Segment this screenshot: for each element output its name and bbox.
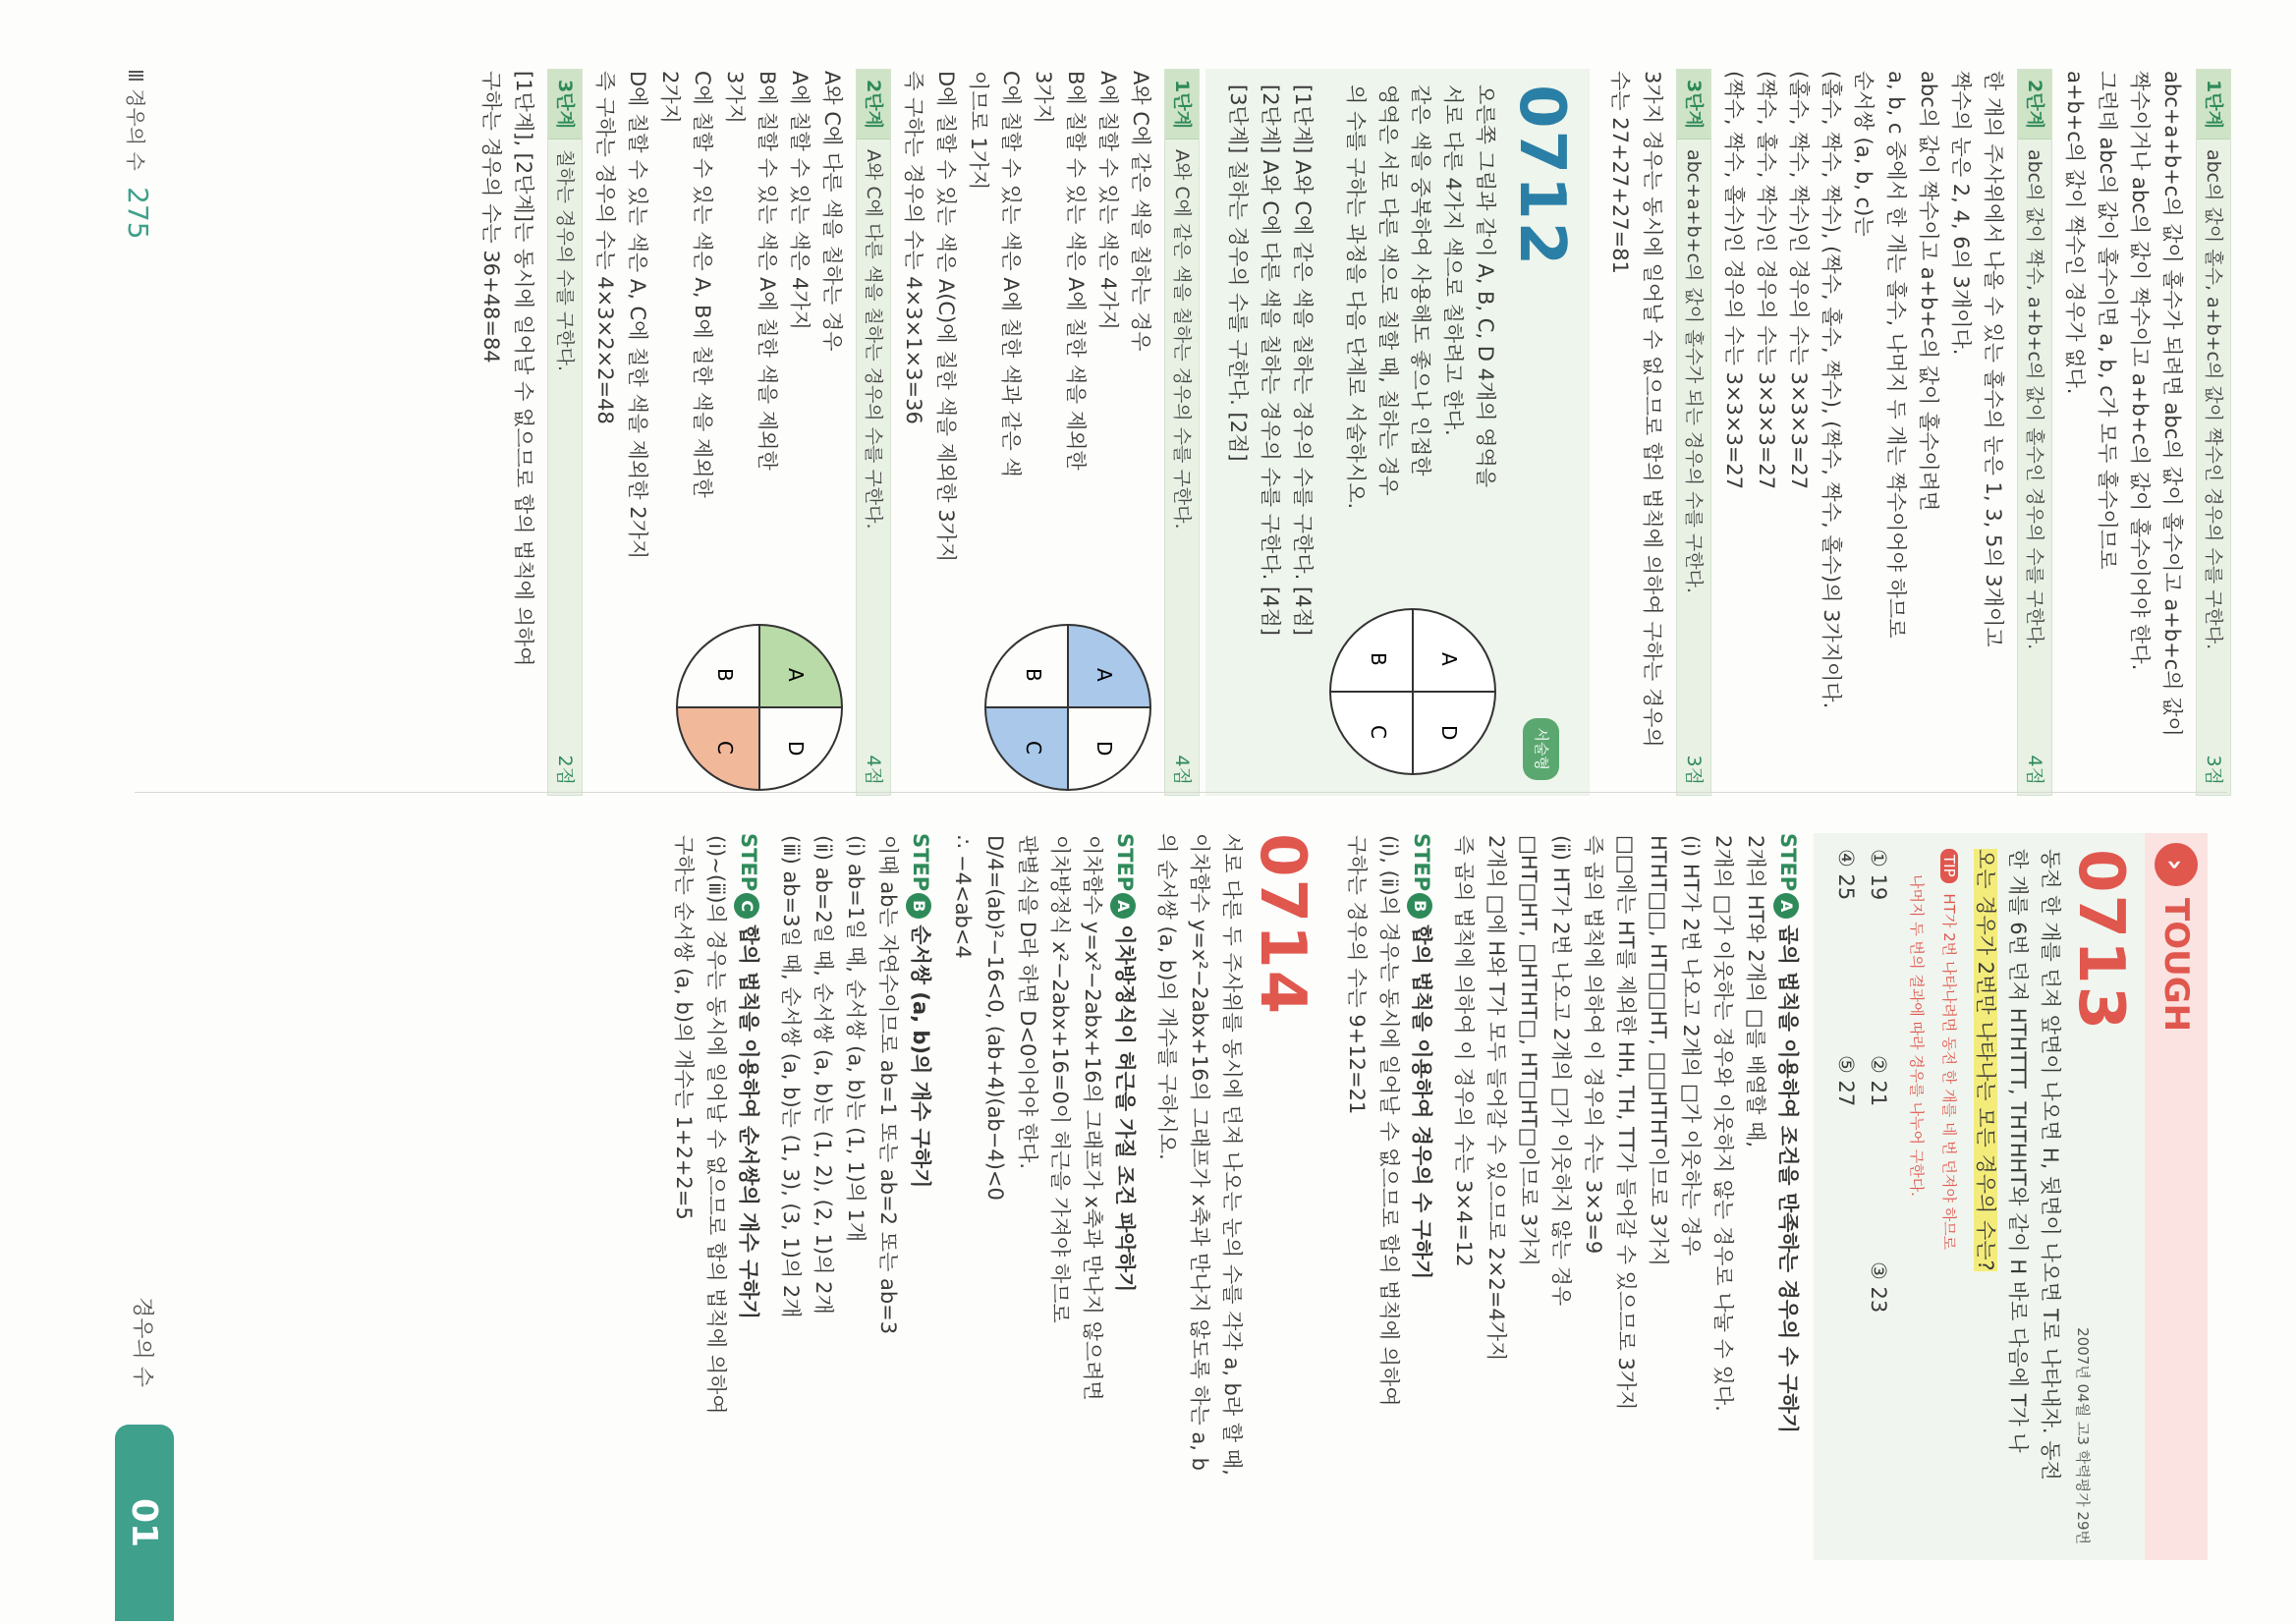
step-bar: [856, 69, 891, 796]
text-line: 한 개의 주사위에서 나올 수 있는 홀수의 눈은 1, 3, 5의 3개이고: [1982, 71, 2005, 647]
diff-color-diagram: [671, 619, 848, 796]
text-line: 같은 색을 중복하여 사용해도 좋으나 인접한: [1409, 84, 1432, 476]
tip-line: HT가 2번 나타나려면 동전 한 개를 네 번 던져야 하므로: [1940, 893, 1958, 1251]
text-line: A와 C에 다른 색을 칠하는 경우: [820, 71, 844, 352]
step-bar: [1676, 69, 1711, 796]
text-line: 2가지: [658, 71, 682, 124]
text-line: [2단계] A와 C에 다른 색을 칠하는 경우의 수를 구한다. [4점]: [1259, 84, 1282, 636]
chevron-right-icon: ›: [2155, 843, 2198, 886]
text-line: (홀수, 짝수, 짝수)인 경우의 수는 3×3×3=27: [1787, 71, 1811, 490]
chapter-label: 경우의 수: [130, 1297, 154, 1388]
page-number: 275: [122, 187, 154, 240]
text-line: 구하는 경우의 수는 9+12=21: [1345, 835, 1369, 1115]
text-line: 서로 다른 두 주사위를 동시에 던져 나오는 눈의 수를 각각 a, b라 할 때,: [1220, 833, 1244, 1476]
step-tag: 3단계: [548, 70, 582, 140]
text-line: 영역은 서로 다른 색으로 칠할 때, 칠하는 경우: [1376, 84, 1400, 496]
text-line: B에 칠할 수 있는 색은 A에 칠한 색을 제외한: [756, 71, 779, 471]
step-letter: A: [1110, 893, 1136, 919]
text-line: a, b, c 중에서 한 개는 홀수, 나머지 두 개는 짝수이어야 하므로: [1884, 71, 1908, 639]
text-line: [1단계] A와 C에 같은 색을 칠하는 경우의 수를 구한다. [4점]: [1291, 84, 1315, 636]
text-line: 구하는 경우의 수는 36+48=84: [479, 71, 503, 364]
text-line: 이차함수 y=x²−2abx+16의 그래프가 x축과 만나지 않으려면: [1081, 835, 1104, 1401]
text-line: 구하는 순서쌍 (a, b)의 개수는 1+2+2=5: [672, 835, 696, 1220]
step-text: 칠하는 경우의 수를 구한다.: [554, 148, 577, 371]
solution-block: [2058, 69, 2188, 796]
tip-line: 나머지 두 번의 결과에 따라 경우를 나누어 구한다.: [1908, 874, 1926, 1197]
problem-number: 0713: [2064, 849, 2137, 1033]
region-label-d: D: [1092, 741, 1116, 756]
tip-box: [1900, 849, 1965, 1544]
problem-text: [1324, 84, 1501, 576]
step-text: abc+a+b+c의 값이 홀수가 되는 경우의 수를 구한다.: [1683, 148, 1706, 593]
step-points: 3점: [1683, 755, 1706, 785]
answer-choices: [1829, 849, 1894, 1478]
text-line: [3단계] 칠하는 경우의 수를 구한다. [2점]: [1226, 84, 1250, 462]
step-heading: STEPA곱의 법칙을 이용하여 조건을 만족하는 경우의 수 구하기: [1771, 833, 1804, 1560]
left-column: [475, 69, 2237, 796]
text-line: 3가지: [723, 71, 747, 124]
tip-mark: TIP: [1940, 849, 1958, 883]
text-line: B에 칠할 수 있는 색은 A에 칠한 색을 제외한: [1064, 71, 1088, 471]
step-points: 3점: [2203, 755, 2225, 785]
circle-diagram-ac-diff: [671, 619, 848, 796]
text-line: 2개의 □에 H와 T가 모두 들어갈 수 있으므로 2×2=4가지: [1484, 835, 1508, 1362]
text-line: A에 칠할 수 있는 색은 4가지: [788, 71, 812, 330]
text-line: 즉 곱의 법칙에 의하여 이 경우의 수는 3×3=9: [1582, 835, 1605, 1255]
section-label: Ⅲ 경우의 수: [124, 69, 147, 171]
solution-block: [475, 69, 539, 796]
region-label-c: C: [1022, 741, 1045, 755]
text-line: abc의 값이 짝수이고 a+b+c의 값이 홀수이려면: [1917, 71, 1940, 512]
step-tag: 1단계: [2197, 70, 2230, 140]
text-line: (홀수, 짝수, 짝수), (짝수, 홀수, 짝수), (짝수, 짝수, 홀수)의 3가지이다.: [1820, 71, 1843, 709]
choice: ① 19: [1867, 849, 1890, 901]
step-text: abc의 값이 홀수, a+b+c의 값이 짝수인 경우의 수를 구한다.: [2203, 148, 2225, 650]
column-divider: [135, 792, 2227, 793]
step-title: 이차방정식이 허근을 가질 조건 파악하기: [1113, 924, 1137, 1293]
step-title: 합의 법칙을 이용하여 경우의 수 구하기: [1410, 924, 1433, 1280]
text-line: 짝수의 눈은 2, 4, 6의 3개이다.: [1949, 71, 1973, 356]
step-tag: 1단계: [1165, 70, 1199, 140]
step-title: 곱의 법칙을 이용하여 조건을 만족하는 경우의 수 구하기: [1776, 924, 1800, 1433]
text-line: 이므로 1가지: [967, 71, 990, 191]
text-line: C에 칠할 수 있는 색은 A, B에 칠한 색을 제외한: [691, 71, 714, 498]
text-line: C에 칠할 수 있는 색은 A에 칠한 색과 같은 색: [999, 71, 1023, 477]
chapter-tab: 01: [115, 1425, 174, 1621]
highlighted-question: 오는 경우가 2번만 나타나는 모든 경우의 수는?: [1974, 849, 1997, 1271]
region-diagram: [1324, 603, 1501, 780]
text-line: 한 개를 6번 던져 HTHTTT, THTHHT와 같이 H 바로 다음에 T가 나: [2006, 849, 2030, 1453]
text-line: 그런데 abc의 값이 홀수이면 a, b, c가 모두 홀수이므로: [2096, 71, 2119, 570]
text-line: 이차함수 y=x²−2abx+16의 그래프가 x축과 만나지 않도록 하는 a, b: [1188, 833, 1211, 1471]
circle-diagram-blank: [1324, 603, 1501, 780]
region-label-a: A: [1092, 668, 1116, 682]
essay-badge: 서술형: [1524, 718, 1560, 780]
region-label-b: B: [713, 668, 737, 682]
step-heading: STEPA이차방정식이 허근을 가질 조건 파악하기: [1108, 833, 1141, 1560]
text-line: 즉 곱의 법칙에 의하여 이 경우의 수는 3×4=12: [1452, 835, 1476, 1267]
solution-block: [897, 69, 1156, 591]
problem-text: [1150, 833, 1248, 1560]
problem-0712: [1205, 69, 1590, 796]
step-text: A와 C에 같은 색을 칠하는 경우의 수를 구한다.: [1171, 148, 1194, 530]
step-points: 4점: [863, 755, 885, 785]
text-line: (ⅰ), (ⅱ)의 경우는 동시에 일어날 수 없으므로 합의 법칙에 의하여: [1377, 835, 1401, 1407]
region-label-d: D: [1437, 725, 1461, 741]
problem-subs: [1221, 84, 1318, 780]
step-bar: [2196, 69, 2231, 796]
region-label-b: B: [1022, 668, 1045, 682]
tough-label: TOUGH: [2156, 898, 2197, 1033]
text-line: (짝수, 홀수, 짝수)인 경우의 수는 3×3×3=27: [1755, 71, 1778, 490]
solution-block: [1447, 833, 1771, 1560]
text-line: (ⅲ) ab=3일 때, 순서쌍 (a, b)는 (1, 3), (3, 1)의 2개: [779, 835, 803, 1318]
text-line: D/4=(ab)²−16<0, (ab+4)(ab−4)<0: [983, 835, 1007, 1201]
text-line: 의 순서쌍 (a, b)의 개수를 구하시오.: [1155, 833, 1179, 1160]
text-line: (ⅰ) HT가 2번 나오고 2개의 □가 이웃하는 경우: [1679, 835, 1703, 1257]
text-line: a+b+c의 값이 짝수인 경우가 없다.: [2063, 71, 2087, 395]
step-tag: 2단계: [857, 70, 890, 140]
text-line: 판별식을 D라 하면 D<0이어야 한다.: [1016, 835, 1039, 1170]
step-points: 2점: [554, 755, 577, 785]
solution-block: [588, 69, 848, 591]
problem-0713: [1814, 833, 2145, 1560]
step-text: A와 C에 다른 색을 칠하는 경우의 수를 구한다.: [863, 148, 885, 530]
solution-block: [946, 833, 1108, 1560]
step-tag: 2단계: [2018, 70, 2051, 140]
text-line: 3가지: [1032, 71, 1055, 124]
step-letter: A: [1773, 893, 1799, 919]
step-bar: [2017, 69, 2052, 796]
same-color-diagram: [980, 619, 1156, 796]
text-line: D에 칠할 수 있는 색은 A, C에 칠한 색을 제외한 2가지: [626, 71, 649, 560]
region-label-a: A: [1437, 652, 1461, 666]
text-line: A와 C에 같은 색을 칠하는 경우: [1129, 71, 1152, 352]
problem-number: 0712: [1505, 84, 1578, 268]
region-label-c: C: [713, 741, 737, 755]
problem-0714: [1150, 833, 1316, 1560]
solution-block: [1340, 833, 1405, 1560]
text-line: 즉 구하는 경우의 수는 4×3×1×3=36: [902, 71, 925, 424]
step-title: 순서쌍 (a, b)의 개수 구하기: [909, 924, 932, 1189]
text-line: 오른쪽 그림과 같이 A, B, C, D 4개의 영역을: [1474, 84, 1497, 488]
solution-block: [1717, 69, 2009, 796]
region-label-d: D: [784, 741, 808, 756]
text-line: □HT□HT, □HTHT□, HT□HT□이므로 3가지: [1517, 835, 1540, 1266]
region-label-a: A: [784, 668, 808, 682]
text-line: ∴ −4<ab<4: [951, 835, 975, 959]
step-letter: B: [906, 893, 931, 919]
step-tag: 3단계: [1677, 70, 1710, 140]
text-line: 2개의 HT와 2개의 □를 배열할 때,: [1744, 835, 1767, 1148]
step-text: abc의 값이 짝수, a+b+c의 값이 홀수인 경우의 수를 구한다.: [2024, 148, 2046, 650]
text-line: 즉 구하는 경우의 수는 4×3×2×2=48: [593, 71, 617, 424]
choice: ② 21: [1867, 1055, 1890, 1107]
text-line: 이때 ab는 자연수이므로 ab=1 또는 ab=2 또는 ab=3: [876, 835, 900, 1335]
step-points: 4점: [2024, 755, 2046, 785]
text-line: (ⅰ)~(ⅲ)의 경우는 동시에 일어날 수 없으므로 합의 법칙에 의하여: [704, 835, 728, 1415]
region-label-c: C: [1367, 725, 1390, 739]
step-heading: STEPB순서쌍 (a, b)의 개수 구하기: [904, 833, 936, 1560]
step-heading: STEPC합의 법칙을 이용하여 순서쌍의 개수 구하기: [732, 833, 764, 1560]
text-line: 짝수이거나 abc의 값이 짝수이고 a+b+c의 값이 홀수이어야 한다.: [2128, 71, 2152, 671]
circle-diagram-ac-same: [980, 619, 1156, 796]
solution-block: [1603, 69, 1668, 796]
step-letter: B: [1407, 893, 1432, 919]
text-line: A에 칠할 수 있는 색은 4가지: [1096, 71, 1120, 330]
tough-header: [2145, 833, 2208, 1560]
step-bar: [1164, 69, 1200, 796]
text-line: D에 칠할 수 있는 색은 A(C)에 칠한 색을 제외한 3가지: [934, 71, 958, 563]
step-heading: STEPB합의 법칙을 이용하여 경우의 수 구하기: [1405, 833, 1437, 1560]
step-title: 합의 법칙을 이용하여 순서쌍의 개수 구하기: [737, 924, 760, 1319]
problem-source: 2007년 04월 고3 학력평가 29번: [2074, 1327, 2092, 1544]
text-line: 동전 한 개를 던져 앞면이 나오면 H, 뒷면이 나오면 T로 나타내자. 동전: [2039, 849, 2062, 1481]
solution-block: [667, 833, 732, 1560]
text-line: 서로 다른 4가지 색으로 칠하려고 한다.: [1441, 84, 1465, 436]
text-line: (ⅱ) ab=2일 때, 순서쌍 (a, b)는 (1, 2), (2, 1)의 2개: [812, 835, 835, 1315]
choice: ⑤ 27: [1834, 1055, 1858, 1107]
text-line: 의 수를 구하는 과정을 다음 단계로 서술하시오.: [1344, 84, 1368, 510]
text-line: 수는 27+27+27=81: [1608, 71, 1632, 274]
text-line: HTHT□□, HT□□HT, □□HTHT이므로 3가지: [1647, 835, 1670, 1266]
solution-block: [774, 833, 904, 1560]
text-line: (ⅰ) ab=1일 때, 순서쌍 (a, b)는 (1, 1)의 1개: [844, 835, 868, 1243]
problem-text: [2001, 849, 2066, 1544]
step-letter: C: [734, 893, 759, 919]
text-line: 3가지 경우는 동시에 일어날 수 없으므로 합의 법칙에 의하여 구하는 경우의: [1641, 71, 1664, 748]
choice: ④ 25: [1834, 849, 1858, 901]
text-line: 2개의 □가 이웃하는 경우와 이웃하지 않는 경우로 나눌 수 있다.: [1711, 835, 1735, 1412]
problem-number: 0714: [1246, 833, 1318, 1017]
page-footer: [122, 69, 154, 240]
text-line: 이차방정식 x²−2abx+16=0이 허근을 가져야 하므로: [1048, 835, 1072, 1323]
step-bar: [547, 69, 583, 796]
choice: ③ 23: [1867, 1261, 1890, 1314]
text-line: (짝수, 짝수, 홀수)인 경우의 수는 3×3×3=27: [1722, 71, 1746, 490]
region-label-b: B: [1367, 652, 1390, 666]
step-points: 4점: [1171, 755, 1194, 785]
text-line: 순서쌍 (a, b, c)는: [1852, 71, 1876, 237]
text-line: [1단계], [2단계]는 동시에 일어날 수 없으므로 합의 법칙에 의하여: [512, 71, 535, 667]
text-line: (ⅱ) HT가 2번 나오고 2개의 □가 이웃하지 않는 경우: [1549, 835, 1573, 1307]
right-column: [667, 833, 2237, 1560]
text-line: □□에는 HT를 제외한 HH, TH, TT가 들어갈 수 있으므로 3가지: [1614, 835, 1638, 1411]
text-line: abc+a+b+c의 값이 홀수가 되려면 abc의 값이 홀수이고 a+b+c의 값이: [2160, 71, 2184, 737]
